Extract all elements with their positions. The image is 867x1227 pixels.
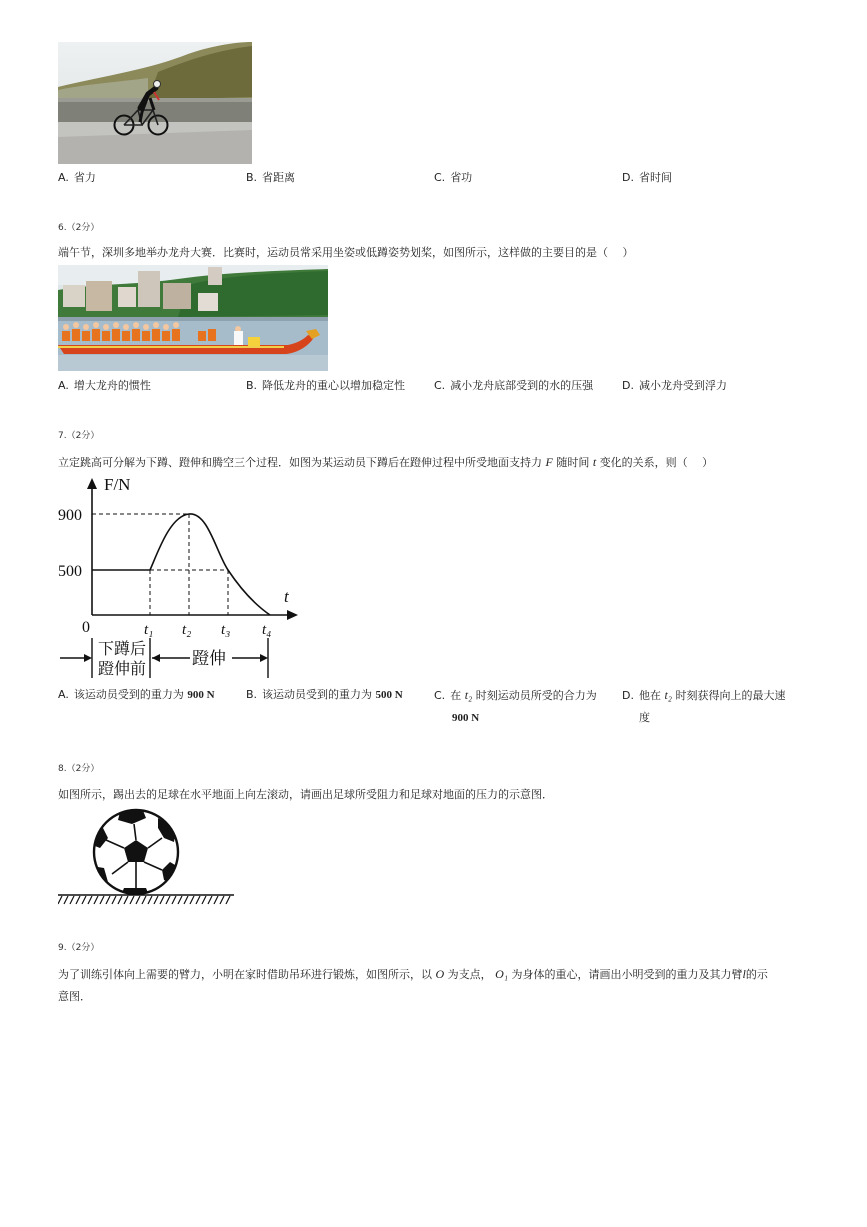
soccer-ball-figure	[58, 808, 238, 908]
q5-option-b[interactable]: B. 省距离	[246, 171, 296, 184]
y-axis-arrow	[87, 478, 97, 489]
q8-stem: 如图所示，踢出去的足球在水平地面上向左滚动，请画出足球所受阻力和足球对地面的压力的示意图．	[58, 788, 553, 801]
var-o1: O₁	[495, 967, 509, 981]
var-o: O	[435, 967, 445, 981]
x-axis-arrow	[287, 610, 298, 620]
q8-number: 8.（2分）	[58, 764, 100, 774]
x-tick-t2: t₂	[182, 622, 192, 638]
q5-option-c[interactable]: C. 省功	[434, 171, 473, 184]
y-tick-900: 900	[58, 507, 82, 524]
q6-option-b[interactable]: B. 降低龙舟的重心以增加稳定性	[246, 379, 406, 392]
x-axis-label: t	[284, 587, 289, 606]
x-tick-t1: t₁	[144, 622, 154, 638]
y-axis-label: F/N	[104, 475, 131, 494]
x-tick-t3: t₃	[221, 622, 231, 638]
q7-option-a[interactable]: A. 该运动员受到的重力为 900 N	[58, 688, 215, 701]
q5-option-d[interactable]: D. 省时间	[622, 171, 672, 184]
q9-number: 9.（2分）	[58, 943, 100, 953]
phase-label-1b: 蹬伸前	[98, 659, 147, 678]
q6-option-d[interactable]: D. 减小龙舟受到浮力	[622, 379, 727, 392]
force-time-graph	[58, 474, 303, 682]
var-t: t	[592, 455, 597, 469]
cyclist-photo	[58, 42, 252, 164]
phase-label-2: 蹬伸	[192, 649, 226, 669]
y-tick-500: 500	[58, 563, 82, 580]
dragon-boat-photo	[58, 265, 328, 371]
var-f: F	[545, 455, 553, 469]
q9-stem-line1: 为了训练引体向上需要的臂力，小明在家时借助吊环进行锻炼，如图所示，以 O 为支点， O₁ 为身体的重心，请画出小明受到的重力及其力臂l的示	[58, 967, 768, 981]
q6-number: 6.（2分）	[58, 223, 100, 233]
q7-option-d[interactable]: D. 他在 t₂ 时刻获得向上的最大速	[622, 688, 786, 702]
q7-option-b[interactable]: B. 该运动员受到的重力为 500 N	[246, 688, 403, 701]
force-curve	[92, 514, 270, 615]
q7-number: 7.（2分）	[58, 431, 100, 441]
q7-option-c-value: 900 N	[452, 712, 480, 724]
phase-label-1a: 下蹲后	[98, 639, 147, 658]
q5-option-a[interactable]: A. 省力	[58, 171, 96, 184]
origin-label: 0	[82, 619, 90, 636]
q6-option-a[interactable]: A. 增大龙舟的惯性	[58, 379, 151, 392]
q7-option-d-cont: 度	[639, 711, 650, 724]
q6-stem: 端午节，深圳多地举办龙舟大赛．比赛时，运动员常采用坐姿或低蹲姿势划桨，如图所示，这样做的主要目的是（ ）	[58, 246, 634, 259]
q6-option-c[interactable]: C. 减小龙舟底部受到的水的压强	[434, 379, 594, 392]
x-tick-t4: t₄	[262, 622, 272, 638]
var-l: l	[742, 967, 746, 981]
q7-option-c[interactable]: C. 在 t₂ 时刻运动员所受的合力为	[434, 688, 597, 702]
q7-stem: 立定跳高可分解为下蹲、蹬伸和腾空三个过程．如图为某运动员下蹲后在蹬伸过程中所受地面支持力 F 随时间 t 变化的关系，则（ ）	[58, 455, 714, 469]
q9-stem-line2: 意图．	[58, 990, 91, 1003]
